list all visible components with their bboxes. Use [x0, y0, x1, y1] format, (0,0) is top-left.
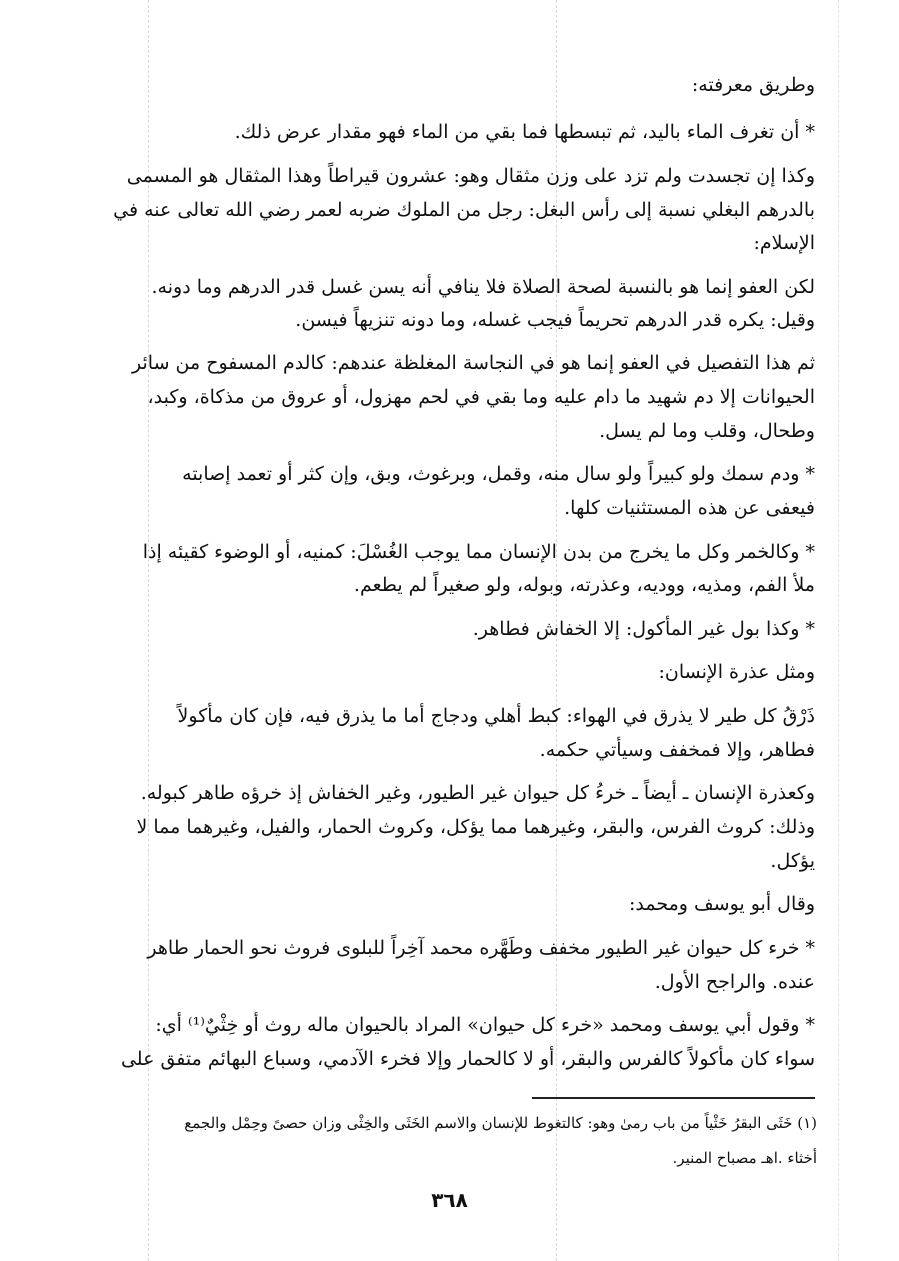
- footnote-line: (١) خَثَى البقرُ خَثْياً من باب رمىٰ وهو: كالتغوط للإنسان والاسم الخَثَى والخِثْى وزان حصىً وحِمْل والجمع: [184, 1114, 817, 1132]
- text-line: الحيوانات إلا دم شهيد ما دام عليه وما بقي في لحم مهزول، أو عروق من مذكاة، وكبد،: [147, 386, 815, 408]
- text-line: ذَرْقُ كل طير لا يذرق في الهواء: كبط أهلي ودجاج أما ما يذرق فيه، فإن كان مأكولاً: [177, 705, 815, 727]
- text-line: وطحال، وقلب وما لم يسل.: [599, 420, 815, 442]
- text-line: بالدرهم البغلي نسبة إلى رأس البغل: رجل من الملوك ضربه لعمر رضي الله تعالى عنه في: [113, 199, 815, 221]
- text-line: عنده. والراجح الأول.: [654, 971, 815, 993]
- text-line: * وقول أبي يوسف ومحمد «خرء كل حيوان» المراد بالحيوان ماله روث أو خِثْيٌ⁽¹⁾ أي:: [155, 1014, 815, 1036]
- footnote-separator: [532, 1097, 815, 1099]
- footnote-line: أخثاء .اهـ مصباح المنير.: [672, 1149, 817, 1167]
- text-line: * أن تغرف الماء باليد، ثم تبسطها فما بقي من الماء فهو مقدار عرض ذلك.: [234, 121, 815, 143]
- text-line: فيعفى عن هذه المستثنيات كلها.: [564, 497, 815, 519]
- text-line: ملأ الفم، ومذيه، ووديه، وعذرته، وبوله، ولو صغيراً لم يطعم.: [353, 574, 815, 596]
- text-line: وقال أبو يوسف ومحمد:: [628, 893, 815, 915]
- text-line: سواء كان مأكولاً كالفرس والبقر، أو لا كالحمار وإلا فخرء الآدمي، وسباع البهائم متفق على: [120, 1048, 815, 1070]
- text-line: وكعذرة الإنسان ـ أيضاً ـ خرءُ كل حيوان غير الطيور، وغير الخفاش إذ خرؤه طاهر كبوله.: [140, 782, 815, 804]
- text-line: * خرء كل حيوان غير الطيور مخفف وطَهَّره محمد آخِراً للبلوى فروث نحو الحمار طاهر: [147, 937, 815, 959]
- text-line: وقيل: يكره قدر الدرهم تحريماً فيجب غسله، وما دونه تنزيهاً فيسن.: [295, 309, 815, 331]
- text-line: * ودم سمك ولو كبيراً ولو سال منه، وقمل، وبرغوث، وبق، وإن كثر أو تعمد إصابته: [182, 463, 815, 485]
- text-line: * وكالخمر وكل ما يخرج من بدن الإنسان مما يوجب الغُسْلَ: كمنيه، أو الوضوء كقيئه إذا: [142, 541, 815, 563]
- text-line: لكن العفو إنما هو بالنسبة لصحة الصلاة فلا ينافي أنه يسن غسل قدر الدرهم وما دونه.: [151, 276, 815, 298]
- text-line: الإسلام:: [753, 232, 815, 254]
- page-number: ٣٦٨: [431, 1188, 468, 1212]
- text-line: ومثل عذرة الإنسان:: [658, 661, 815, 683]
- text-line: ثم هذا التفصيل في العفو إنما هو في النجاسة المغلظة عندهم: كالدم المسفوح من سائر: [132, 352, 815, 374]
- text-line: * وكذا بول غير المأكول: إلا الخفاش فطاهر.: [472, 618, 815, 640]
- text-line: يؤكل.: [770, 850, 815, 872]
- text-line: فطاهر، وإلا فمخفف وسيأتي حكمه.: [539, 739, 815, 761]
- text-line: وكذا إن تجسدت ولم تزد على وزن مثقال وهو: عشرون قيراطاً وهذا المثقال هو المسمى: [126, 165, 815, 187]
- text-line: وطريق معرفته:: [691, 74, 815, 96]
- scan-guide-line: [838, 0, 839, 1261]
- text-line: وذلك: كروث الفرس، والبقر، وغيرهما مما يؤكل، وكروث الحمار، والفيل، وغيرهما مما لا: [136, 816, 815, 838]
